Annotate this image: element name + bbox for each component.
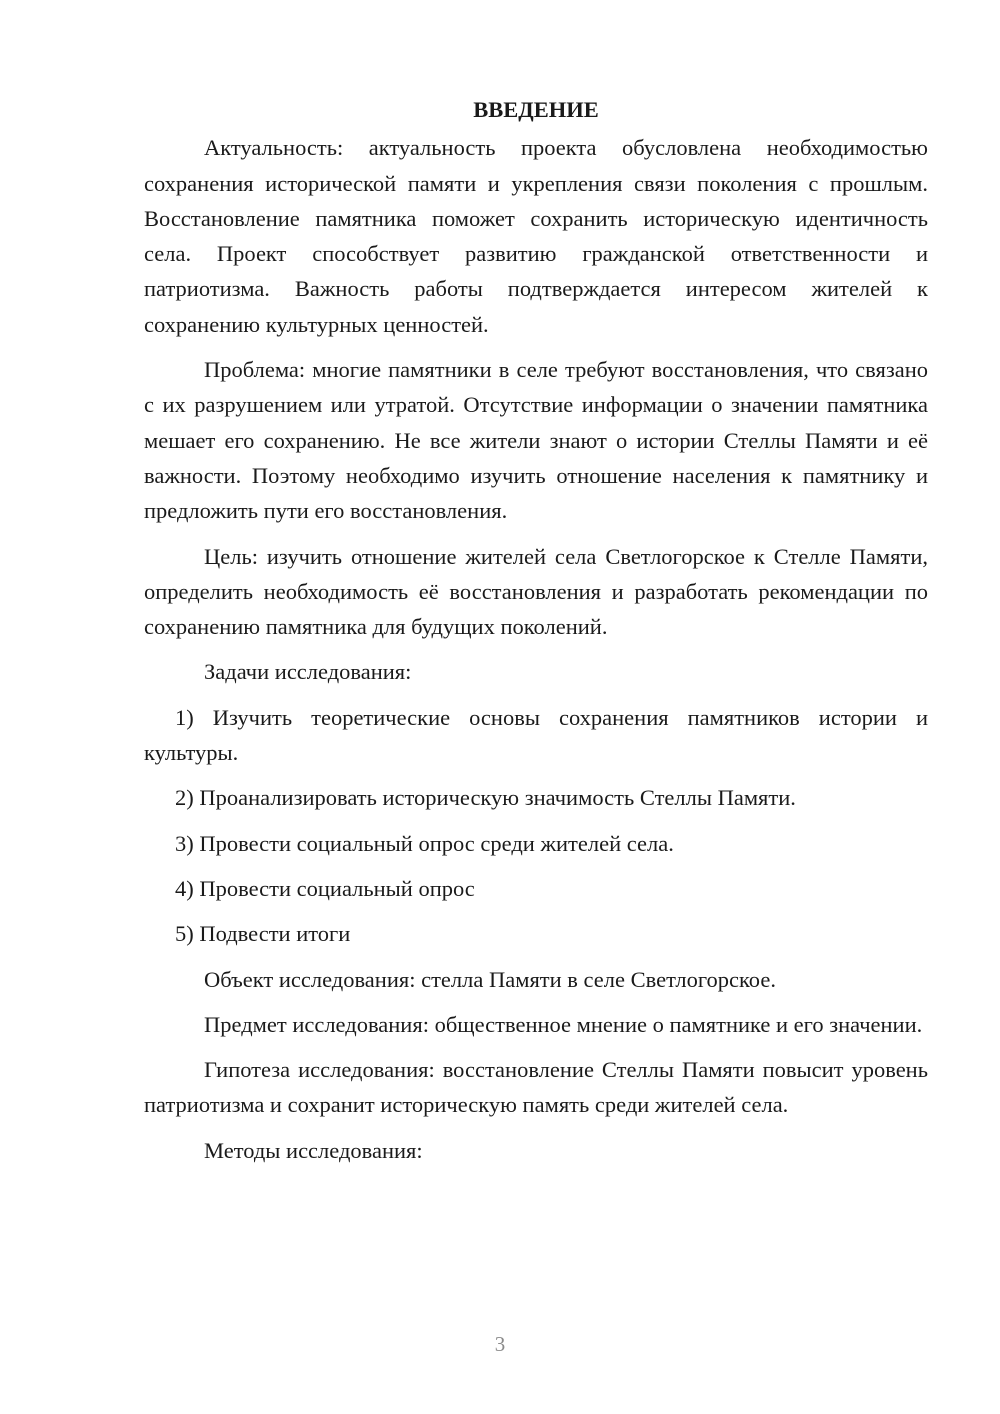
section-title: ВВЕДЕНИЕ [473, 97, 599, 122]
document-page [144, 92, 928, 1178]
task-item: 3) Провести социальный опрос среди жителей села. [175, 830, 674, 856]
task-item: 4) Провести социальный опрос [175, 875, 475, 901]
paragraph-tasks-heading: Задачи исследования: [204, 659, 412, 685]
page-number: 3 [494, 1332, 506, 1356]
paragraph-goal: Цель: изучить отношение жителей села Светлогорское к Стелле Памяти, определить необходимость её восстановления и разработать рекомендации по сохранению памятника для будущих поколений. [144, 543, 928, 640]
paragraph-methods: Методы исследования: [204, 1137, 423, 1163]
paragraph-object: Объект исследования: стелла Памяти в селе Светлогорское. [204, 966, 776, 992]
paragraph-relevance: Актуальность: актуальность проекта обусловлена необходимостью сохранения исторической памяти и укрепления связи поколения с прошлым. Восстановление памятника поможет сохранить историческую идентичность села. Проект способствует развитию гражданской ответственности и патриотизма. Важность работы подтверждается интересом жителей к сохранению культурных ценностей. [144, 135, 928, 337]
task-item: 1) Изучить теоретические основы сохранения памятников истории и культуры. [144, 704, 928, 766]
paragraph-problem: Проблема: многие памятники в селе требуют восстановления, что связано с их разрушением или утратой. Отсутствие информации о значении памятника мешает его сохранению. Не все жители знают о истории Стеллы Памяти и её важности. Поэтому необходимо изучить отношение населения к памятнику и предложить пути его восстановления. [144, 357, 928, 524]
paragraph-subject: Предмет исследования: общественное мнение о памятнике и его значении. [204, 1011, 923, 1037]
paragraph-hypothesis: Гипотеза исследования: восстановление Стеллы Памяти повысит уровень патриотизма и сохранит историческую память среди жителей села. [144, 1057, 928, 1118]
task-item: 5) Подвести итоги [175, 921, 351, 947]
task-item: 2) Проанализировать историческую значимость Стеллы Памяти. [175, 785, 796, 811]
